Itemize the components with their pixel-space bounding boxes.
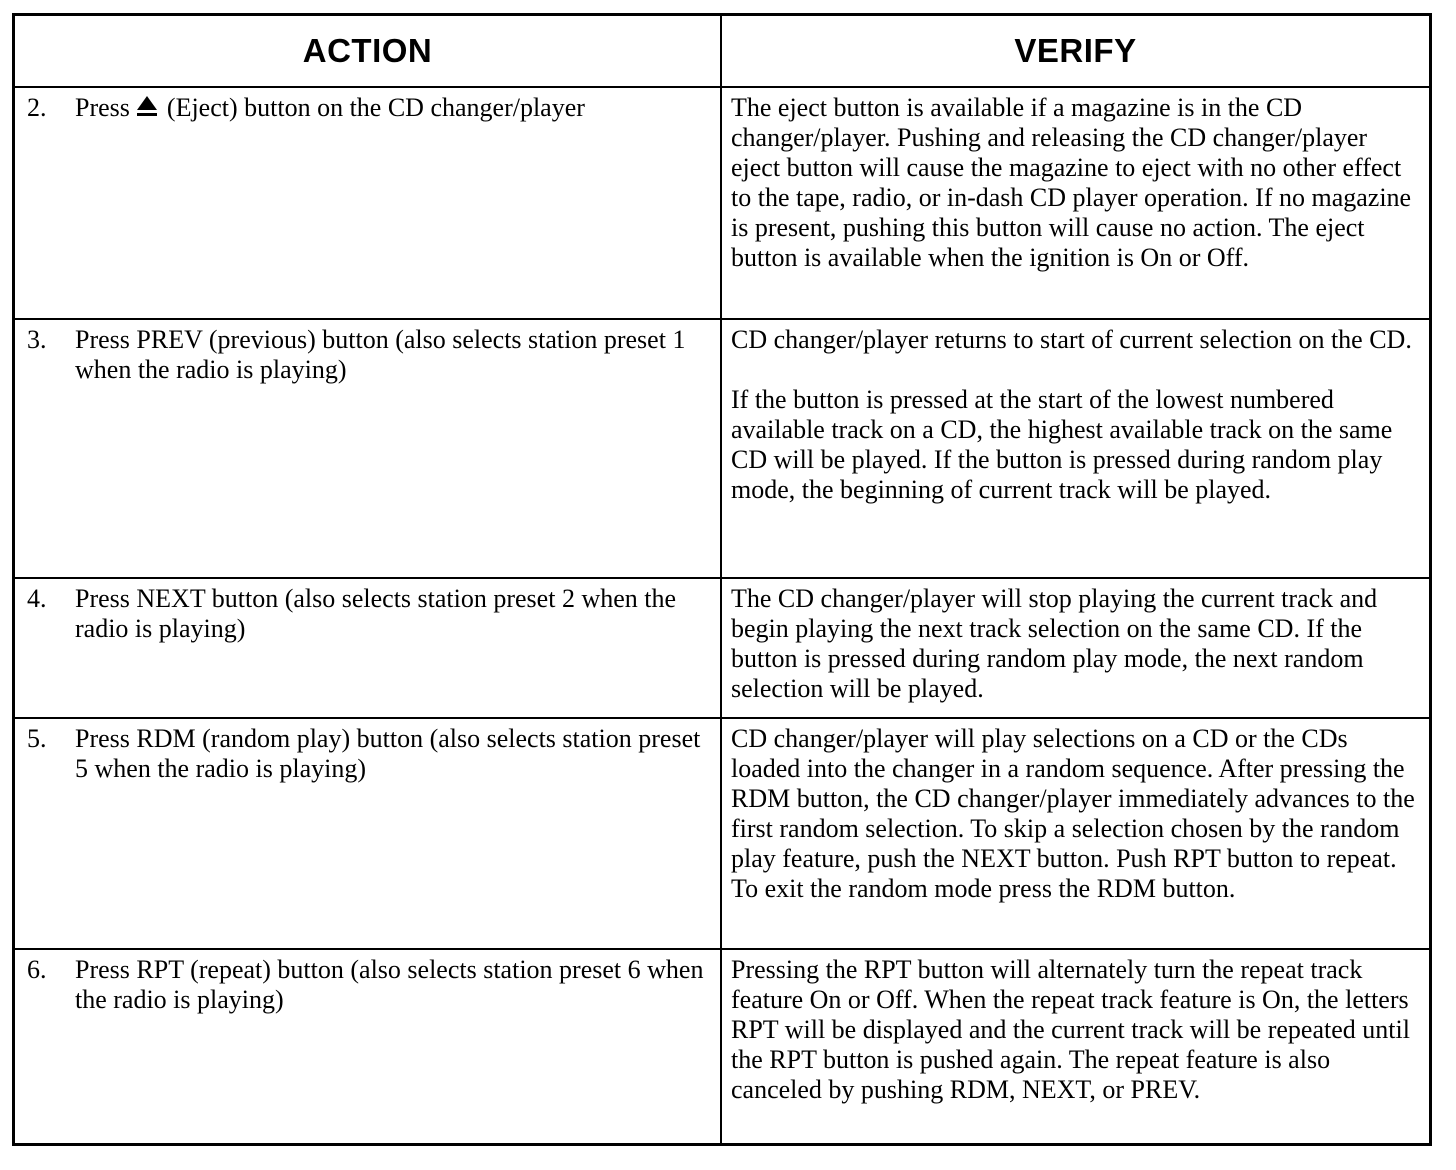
verify-column-header: VERIFY <box>722 16 1429 88</box>
step-action-text: Press (Eject) button on the CD changer/player <box>75 93 585 122</box>
verify-paragraph: The CD changer/player will stop playing the current track and begin playing the next track selection on the same CD. If the button is pressed during random play mode, the next random selection will be played. <box>731 584 1378 703</box>
verify-paragraph: CD changer/player returns to start of current selection on the CD. <box>731 325 1412 354</box>
table-row-verify-2 <box>722 88 1429 320</box>
step-action-text: Press RDM (random play) button (also selects station preset 5 when the radio is playing) <box>75 724 701 783</box>
step-number: 2. <box>27 93 47 122</box>
verify-paragraph: CD changer/player will play selections on a CD or the CDs loaded into the changer in a random sequence. After pressing the RDM button, the CD changer/player immediately advances to the first random selection. To skip a selection chosen by the random play feature, push the NEXT button. Push RPT button to repeat. To exit the random mode press the RDM button. <box>731 724 1415 903</box>
table-row-action-3 <box>15 320 722 579</box>
verify-paragraph: The eject button is available if a magazine is in the CD changer/player. Pushing and releasing the CD changer/player eject button will cause the magazine to eject with no other effect to the tape, radio, or in-dash CD player operation. If no magazine is present, pushing this button will cause no action. The eject button is available when the ignition is On or Off. <box>731 93 1412 272</box>
table-row-verify-3 <box>722 320 1429 579</box>
action-column-header: ACTION <box>15 16 722 88</box>
step-action-text: Press NEXT button (also selects station preset 2 when the radio is playing) <box>75 584 677 643</box>
verify-paragraph: Pressing the RPT button will alternately turn the repeat track feature On or Off. When the repeat track feature is On, the letters RPT will be displayed and the current track will be repeated until the RPT button is pushed again. The repeat feature is also canceled by pushing RDM, NEXT, or PREV. <box>731 955 1410 1104</box>
step-action-text: Press RPT (repeat) button (also selects station preset 6 when the radio is playing) <box>75 955 704 1014</box>
table-row-action-4 <box>15 579 722 719</box>
table-row-verify-6 <box>722 950 1429 1143</box>
verify-paragraph: If the button is pressed at the start of the lowest numbered available track on a CD, the highest available track on the same CD will be played. If the button is pressed during random play mode, the beginning of current track will be played. <box>731 385 1393 504</box>
step-action-text: Press PREV (previous) button (also selects station preset 1 when the radio is playing) <box>75 325 686 384</box>
table-row-action-6 <box>15 950 722 1143</box>
step-number: 3. <box>27 325 47 354</box>
table-row-action-5 <box>15 719 722 950</box>
procedure-table <box>12 13 1432 1146</box>
step-number: 6. <box>27 955 47 984</box>
table-row-verify-5 <box>722 719 1429 950</box>
eject-icon <box>136 94 158 118</box>
step-number: 4. <box>27 584 47 613</box>
table-row-verify-4 <box>722 579 1429 719</box>
table-row-action-2 <box>15 88 722 320</box>
step-number: 5. <box>27 724 47 753</box>
